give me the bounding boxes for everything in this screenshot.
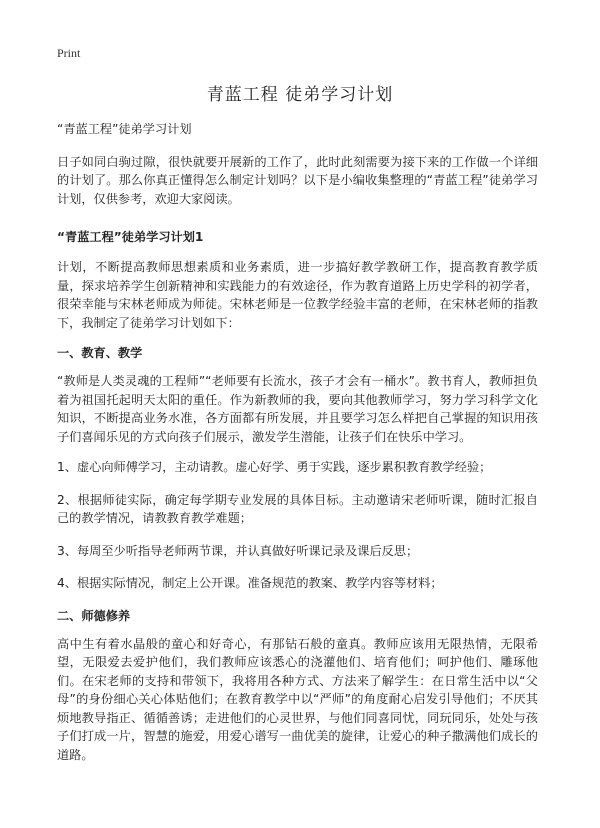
list-item: 3、每周至少听指导老师两节课，并认真做好听课记录及课后反思；	[57, 543, 419, 558]
plan-heading: “青蓝工程”徒弟学习计划1	[57, 230, 204, 244]
document-body	[57, 120, 538, 776]
print-link[interactable]: Print	[57, 46, 81, 60]
section-heading-ethics: 二、师德修养	[57, 608, 131, 623]
section-heading-teaching: 一、教育、教学	[57, 346, 143, 360]
page-title: 青蓝工程 徒弟学习计划	[206, 85, 394, 105]
document-subtitle: “青蓝工程”徒弟学习计划	[57, 122, 192, 136]
section-body-ethics: 高中生有着水晶般的童心和好奇心，有那钻石般的童真。教师应该用无限热情，无限希望，无限爱去爱护他们，我们教师应该悉心的浇灌他们、培育他们；呵护他们、雕琢他们。在宋老师的支持和带领下，我将用各种方式、方法来了解学生：在日常生活中以“父母”的身份细心关心体贴他们；在教育教学中以“严师”的角度耐心启发引导他们；不厌其烦地教导指正、循循善诱；走进他们的心灵世界，与他们同喜同忧，同玩同乐，处处与孩子们打成一片，智慧的施爱，用爱心谱写一曲优美的旋律，让爱心的种子撒满他们成长的道路。	[57, 636, 538, 762]
intro-paragraph: 日子如同白驹过隙，很快就要开展新的工作了，此时此刻需要为接下来的工作做一个详细的计划了。那么你真正懂得怎么制定计划吗？以下是小编收集整理的“青蓝工程”徒弟学习计划，仅供参考，欢迎大家阅读。	[57, 154, 538, 206]
list-item: 1、虚心向师傅学习，主动请教。虚心好学、勇于实践，逐步累积教育教学经验；	[57, 460, 492, 474]
section-body-teaching: “教师是人类灵魂的工程师”“老师要有长流水，孩子才会有一桶水”。教书育人，教师担负着为祖国托起明天太阳的重任。作为新教师的我，要向其他教师学习，努力学习科学文化知识，不断提高业务水准，各方面都有所发展，并且要学习怎么样把自己掌握的知识用孩子们喜闻乐见的方式向孩子们展示，激发学生潜能，让孩子们在快乐中学习。	[57, 374, 538, 444]
plan-intro-paragraph: 计划，不断提高教师思想素质和业务素质，进一步搞好教学教研工作，提高教育教学质量，探求培养学生创新精神和实践能力的有效途径，作为教育道路上历史学科的初学者，很荣幸能与宋林老师成为师徒。宋林老师是一位教学经验丰富的老师，在宋林老师的指教下，我制定了徒弟学习计划如下：	[57, 260, 538, 330]
list-item: 4、根据实际情况，制定上公开课。准备规范的教案、教学内容等材料；	[57, 576, 443, 590]
list-item: 2、根据师徒实际，确定每学期专业发展的具体目标。主动邀请宋老师听课，随时汇报自己的教学情况，请教教育教学难题；	[57, 492, 538, 525]
